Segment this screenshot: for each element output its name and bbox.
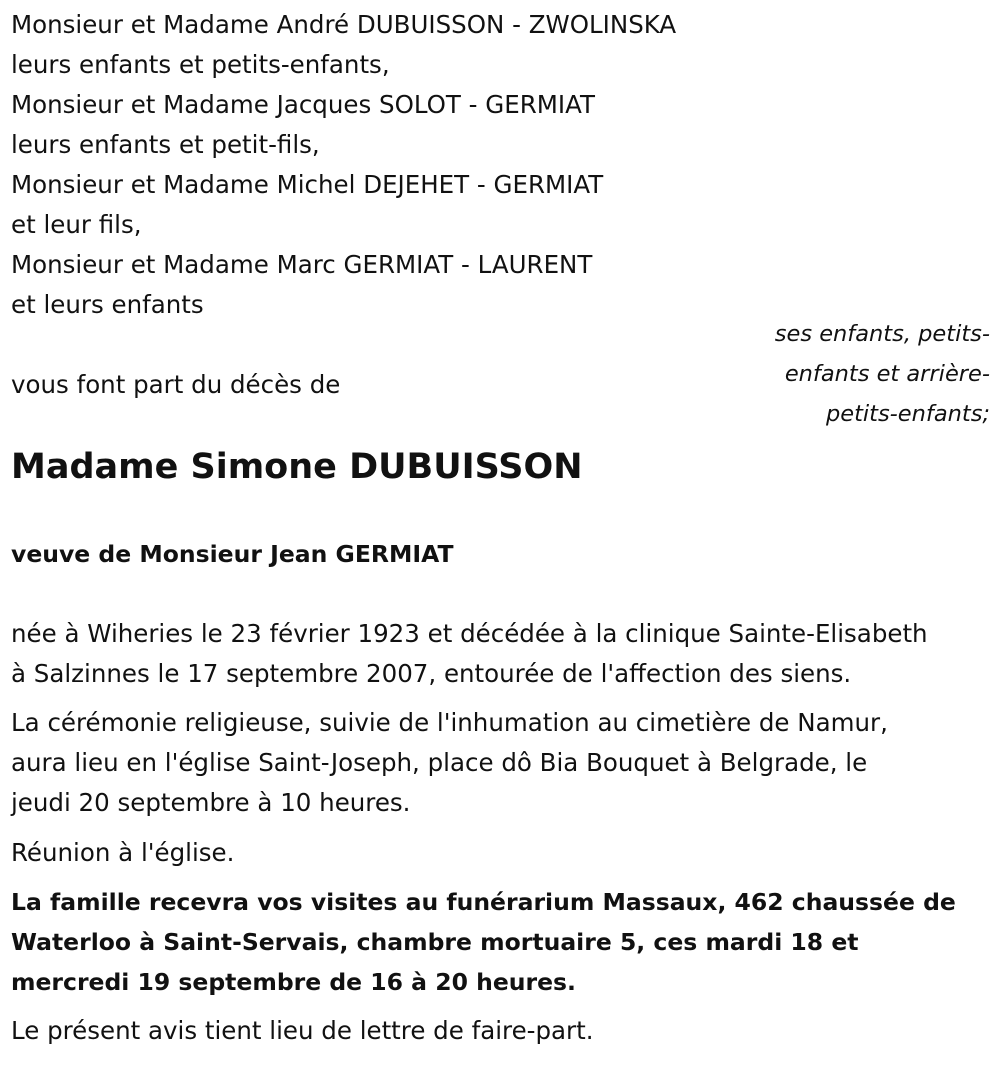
paragraph-line: mercredi 19 septembre de 16 à 20 heures.: [11, 968, 576, 996]
closing-note: [11, 1011, 993, 1051]
paragraph-line: Le présent avis tient lieu de lettre de faire-part.: [11, 1016, 594, 1045]
family-line: Monsieur et Madame Marc GERMIAT - LAURENT: [11, 250, 593, 279]
side-note-line: petits-enfants;: [825, 401, 990, 427]
paragraph-line: aura lieu en l'église Saint-Joseph, place dô Bia Bouquet à Belgrade, le: [11, 748, 868, 777]
family-line: et leur fils,: [11, 210, 142, 239]
paragraph-line: Waterloo à Saint-Servais, chambre mortuaire 5, ces mardi 18 et: [11, 928, 859, 956]
side-note-line: ses enfants, petits-: [774, 321, 990, 347]
family-line: leurs enfants et petit-fils,: [11, 130, 320, 159]
family-line: Monsieur et Madame Michel DEJEHET - GERMIAT: [11, 170, 604, 199]
paragraph-line: jeudi 20 septembre à 10 heures.: [11, 788, 411, 817]
side-note-line: enfants et arrière-: [784, 361, 990, 387]
ceremony-paragraph: [11, 703, 993, 823]
reunion-note: [11, 833, 993, 873]
paragraph-line: Réunion à l'église.: [11, 838, 235, 867]
birth-death-paragraph: [11, 614, 993, 694]
family-line: Monsieur et Madame André DUBUISSON - ZWOLINSKA: [11, 10, 677, 39]
family-line: et leurs enfants: [11, 290, 204, 319]
family-line: leurs enfants et petits-enfants,: [11, 50, 390, 79]
deceased-name: Madame Simone DUBUISSON: [11, 447, 583, 487]
family-line: Monsieur et Madame Jacques SOLOT - GERMIAT: [11, 90, 595, 119]
paragraph-line: née à Wiheries le 23 février 1923 et décédée à la clinique Sainte-Elisabeth: [11, 619, 928, 648]
widow-of: veuve de Monsieur Jean GERMIAT: [11, 540, 454, 568]
visits-paragraph: [11, 882, 993, 1002]
paragraph-line: La famille recevra vos visites au funérarium Massaux, 462 chaussée de: [11, 888, 956, 916]
paragraph-line: La cérémonie religieuse, suivie de l'inhumation au cimetière de Namur,: [11, 708, 888, 737]
side-note: [740, 314, 990, 434]
paragraph-line: à Salzinnes le 17 septembre 2007, entourée de l'affection des siens.: [11, 659, 852, 688]
announcement: vous font part du décès de: [11, 370, 341, 399]
